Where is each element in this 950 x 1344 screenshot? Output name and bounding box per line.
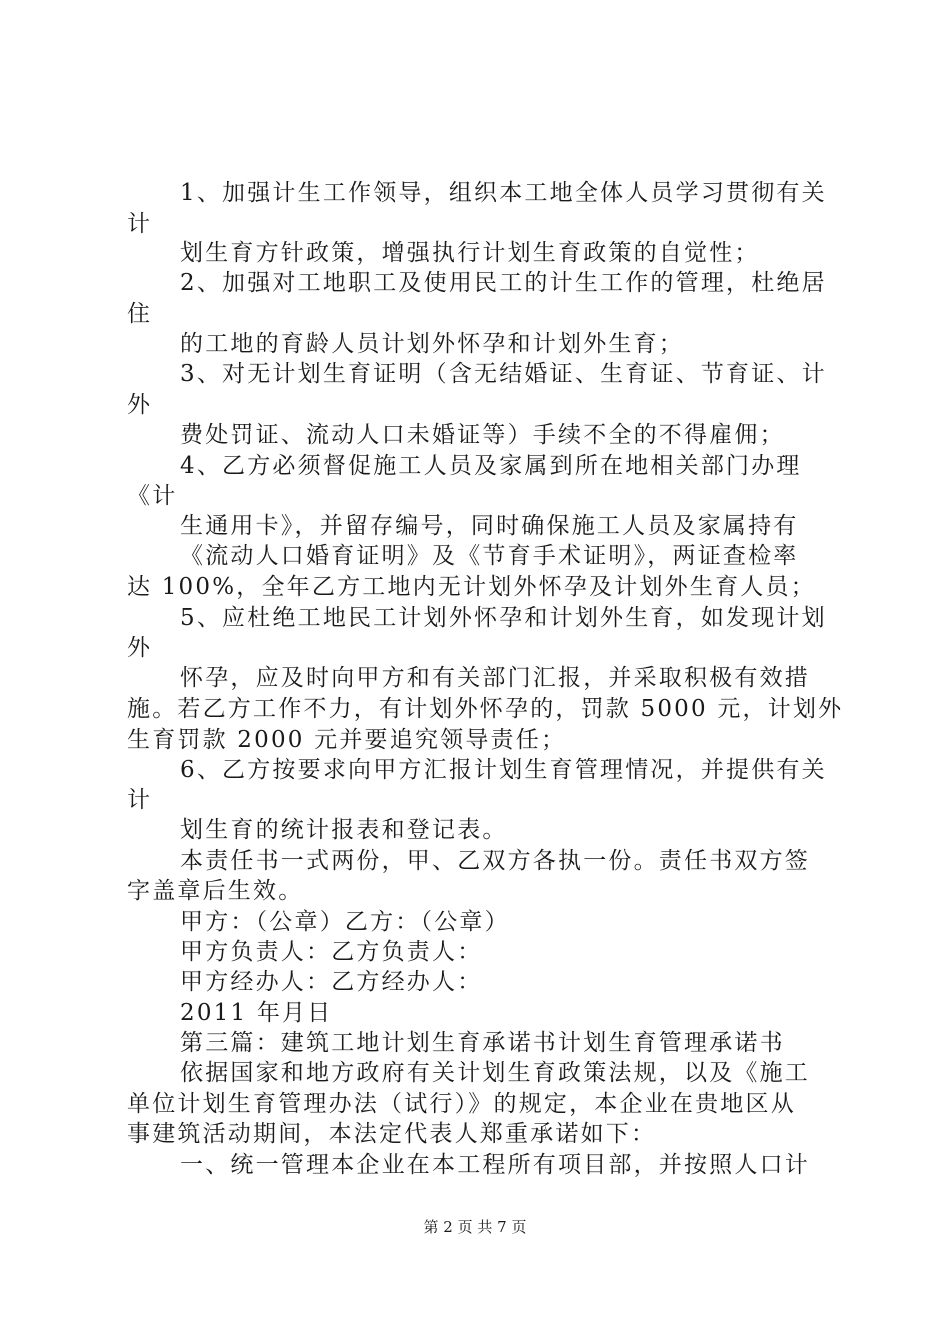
text-line: 生通用卡》，并留存编号，同时确保施工人员及家属持有 (180, 513, 799, 539)
page-number: 第 2 页 共 7 页 (423, 1218, 527, 1236)
text-line: 第三篇：建筑工地计划生育承诺书计划生育管理承诺书 (180, 1030, 785, 1056)
text-line: 划生育方针政策，增强执行计划生育政策的自觉性； (180, 240, 760, 266)
text-line: 单位计划生育管理办法（试行）》的规定，本企业在贵地区从 (127, 1091, 796, 1117)
text-line: 外 (127, 392, 153, 418)
text-line: 计 (127, 211, 153, 237)
text-line: 达 100%，全年乙方工地内无计划外怀孕及计划外生育人员； (127, 574, 816, 600)
text-line: 4、乙方必须督促施工人员及家属到所在地相关部门办理 (180, 453, 802, 479)
text-line: 事建筑活动期间，本法定代表人郑重承诺如下： (127, 1121, 657, 1147)
text-line: 一、统一管理本企业在本工程所有项目部，并按照人口计 (180, 1152, 810, 1178)
text-line: 费处罚证、流动人口未婚证等）手续不全的不得雇佣； (180, 422, 785, 448)
text-line: 划生育的统计报表和登记表。 (180, 817, 508, 843)
text-line: 甲方经办人：乙方经办人： (180, 969, 483, 995)
text-line: 住 (127, 301, 153, 327)
text-line: 1、加强计生工作领导，组织本工地全体人员学习贯彻有关 (180, 180, 827, 206)
text-line: 外 (127, 635, 153, 661)
text-line: 6、乙方按要求向甲方汇报计划生育管理情况，并提供有关 (180, 757, 827, 783)
text-line: 的工地的育龄人员计划外怀孕和计划外生育； (180, 331, 684, 357)
text-line: 生育罚款 2000 元并要追究领导责任； (127, 727, 567, 753)
text-line: 5、应杜绝工地民工计划外怀孕和计划外生育，如发现计划 (180, 605, 827, 631)
text-line: 计 (127, 787, 153, 813)
text-line: 施。若乙方工作不力，有计划外怀孕的，罚款 5000 元，计划外 (127, 696, 844, 722)
text-line: 2011 年月日 (180, 1000, 333, 1026)
text-line: 字盖章后生效。 (127, 878, 304, 904)
text-line: 2、加强对工地职工及使用民工的计生工作的管理，杜绝居 (180, 270, 827, 296)
text-line: 《流动人口婚育证明》及《节育手术证明》，两证查检率 (180, 543, 799, 569)
text-line: 3、对无计划生育证明（含无结婚证、生育证、节育证、计 (180, 361, 827, 387)
text-line: 怀孕，应及时向甲方和有关部门汇报，并采取积极有效措 (180, 665, 810, 691)
text-line: 本责任书一式两份，甲、乙双方各执一份。责任书双方签 (180, 848, 810, 874)
text-line: 《计 (127, 483, 178, 509)
text-line: 甲方：（公章）乙方：（公章） (180, 909, 510, 935)
text-line: 依据国家和地方政府有关计划生育政策法规，以及《施工 (180, 1060, 810, 1086)
text-line: 甲方负责人：乙方负责人： (180, 939, 483, 965)
